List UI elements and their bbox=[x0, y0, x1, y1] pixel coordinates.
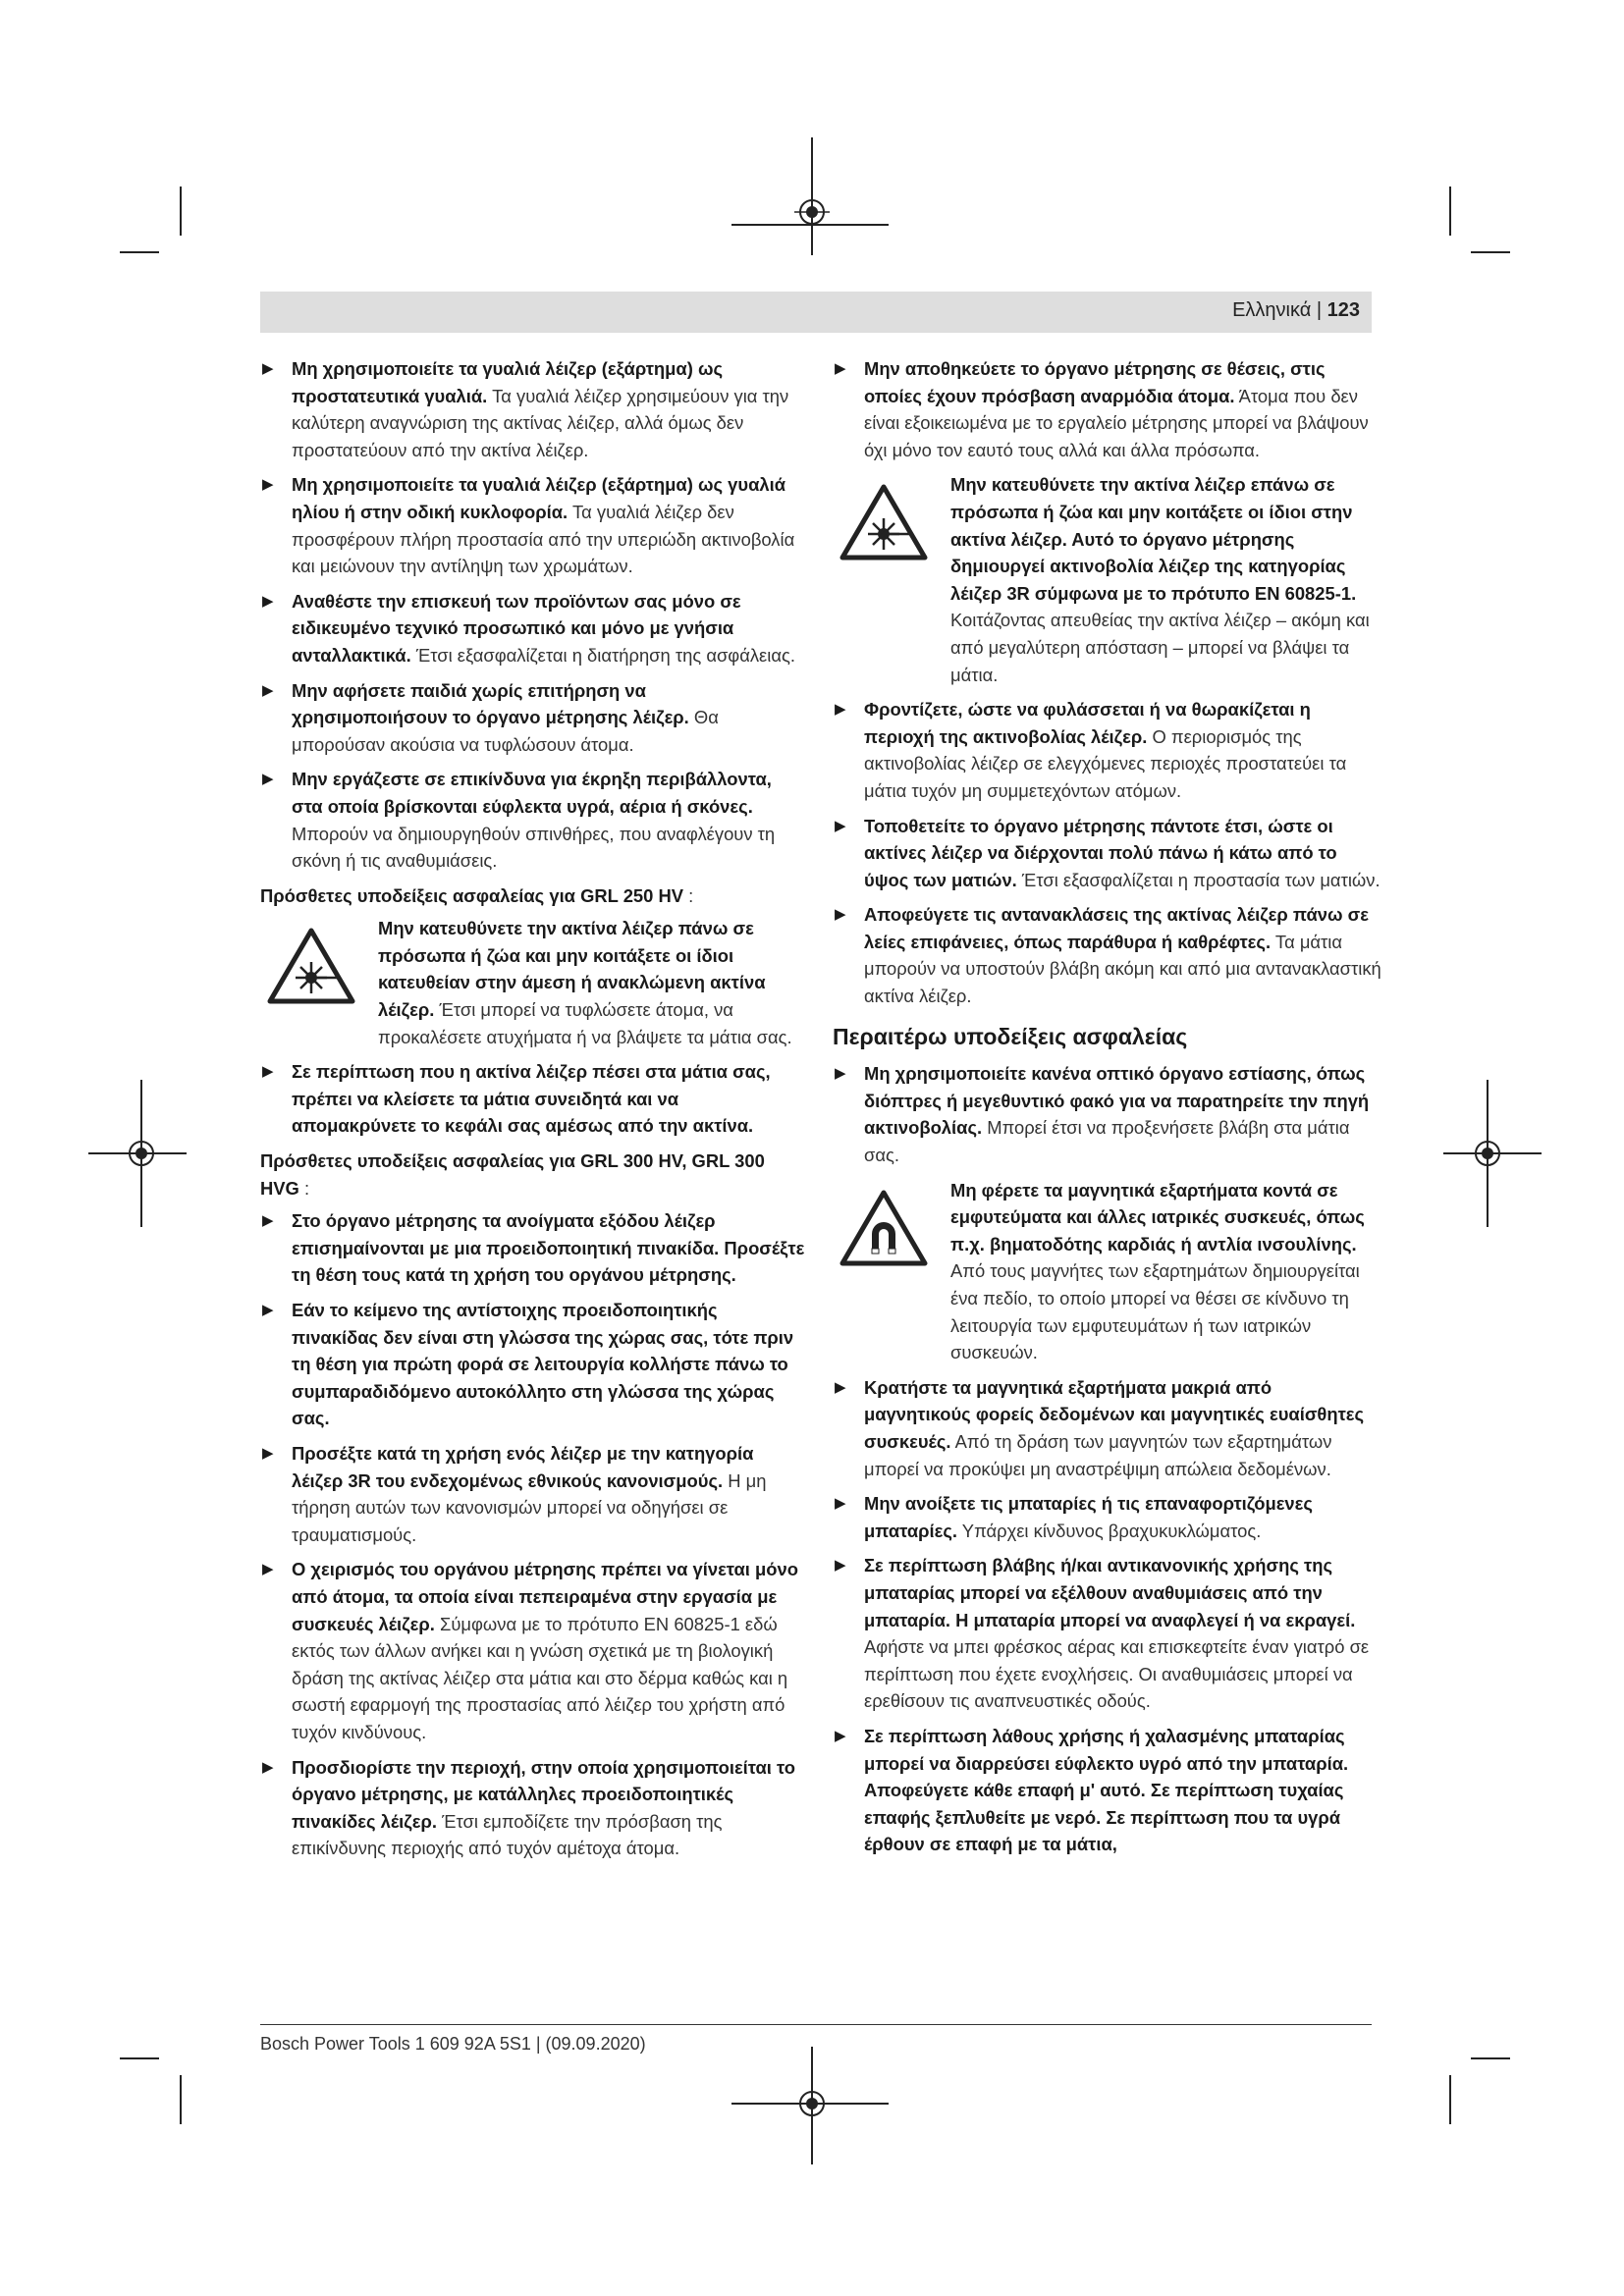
safety-item bbox=[833, 1374, 1382, 1482]
bullet-arrow-icon: ▶ bbox=[835, 817, 846, 834]
warning-text: Έτσι μπορεί να τυφλώσετε άτομα, να προκαλέσετε ατυχήματα ή να βλάψετε τα μάτια σας. bbox=[378, 999, 792, 1047]
bullet-arrow-icon: ▶ bbox=[262, 681, 274, 699]
item-text: Έτσι εξασφαλίζεται η προστασία των ματιών. bbox=[1021, 869, 1380, 890]
safety-item bbox=[260, 588, 806, 669]
crop-mark bbox=[1449, 2075, 1451, 2124]
laser-warning-icon bbox=[839, 483, 929, 561]
crop-mark bbox=[1471, 251, 1510, 253]
crop-mark bbox=[1449, 187, 1451, 236]
safety-item bbox=[833, 1723, 1382, 1858]
crop-mark bbox=[120, 251, 159, 253]
item-bold-text: Μη χρησιμοποιείτε κανένα οπτικό όργανο εστίασης, όπως διόπτρες ή μεγεθυντικό φακό για να παρατηρείτε την πηγή ακτινοβολίας. bbox=[864, 1063, 1370, 1139]
magnet-warning-block bbox=[833, 1177, 1382, 1366]
bullet-arrow-icon: ▶ bbox=[262, 360, 274, 377]
warning-text: Από τους μαγνήτες των εξαρτημάτων δημιουργείται ένα πεδίο, το οποίο μπορεί να θέσει σε κίνδυνο τη λειτουργία των εμφυτευμάτων ή των ιατρικών συσκευών. bbox=[950, 1260, 1360, 1363]
item-text: Αφήστε να μπει φρέσκος αέρας και επισκεφτείτε έναν γιατρό σε περίπτωση που έχετε ενοχλήσεις. Οι αναθυμιάσεις μπορεί να ερεθίσουν τις αναπνευστικές οδούς. bbox=[864, 1636, 1370, 1712]
safety-item bbox=[260, 677, 806, 759]
safety-item bbox=[260, 471, 806, 579]
item-bold-text: Προσδιορίστε την περιοχή, στην οποία χρησιμοποιείται το όργανο μέτρησης, με κατάλληλες προειδοποιητικές πινακίδες λέιζερ. bbox=[292, 1756, 795, 1832]
safety-item bbox=[833, 1490, 1382, 1544]
laser-warning-icon bbox=[266, 927, 356, 1005]
item-bold-text: Σε περίπτωση βλάβης ή/και αντικανονικής χρήσης της μπαταρίας μπορεί να εξέλθουν αναθυμιάσεις από την μπαταρία. Η μπαταρία μπορεί να αναφλεγεί ή να εκραγεί. bbox=[864, 1555, 1356, 1630]
safety-item bbox=[833, 1552, 1382, 1715]
page-header bbox=[260, 292, 1372, 333]
left-column bbox=[260, 355, 806, 1870]
item-text: Άτομα που δεν είναι εξοικειωμένα με το εργαλείο μέτρησης μπορεί να βλάψουν όχι μόνο τον εαυτό τους αλλά και άλλα πρόσωπα. bbox=[864, 385, 1369, 460]
registration-target-icon bbox=[794, 2086, 830, 2121]
header-language: Ελληνικά bbox=[1232, 299, 1312, 321]
safety-item bbox=[260, 1440, 806, 1548]
item-text: Από τη δράση των μαγνητών των εξαρτημάτων μπορεί να προκύψει μη αναστρέψιμη απώλεια δεδομένων. bbox=[864, 1430, 1332, 1479]
bullet-arrow-icon: ▶ bbox=[262, 592, 274, 610]
warning-bold-text: Μην κατευθύνετε την ακτίνα λέιζερ πάνω σε πρόσωπα ή ζώα και μην κοιτάξετε οι ίδιοι κατευθείαν στην άμεση ή ανακλώμενη ακτίνα λέιζερ. bbox=[378, 918, 766, 1021]
safety-item bbox=[833, 901, 1382, 1009]
right-column bbox=[833, 355, 1382, 1866]
item-bold-text: Μην αποθηκεύετε το όργανο μέτρησης σε θέσεις, στις οποίες έχουν πρόσβαση αναρμόδια άτομα. bbox=[864, 358, 1326, 406]
item-text: Ο περιορισμός της ακτινοβολίας λέιζερ σε ελεγχόμενες περιοχές προστατεύει τα μάτια τυχόν μη συμμετεχόντων ατόμων. bbox=[864, 725, 1347, 801]
header-text bbox=[1232, 299, 1360, 322]
header-separator: | bbox=[1316, 299, 1323, 321]
bullet-arrow-icon: ▶ bbox=[835, 1065, 846, 1083]
item-text: Έτσι εξασφαλίζεται η διατήρηση της ασφάλειας. bbox=[415, 644, 795, 666]
item-bold-text: Προσέξτε κατά τη χρήση ενός λέιζερ με την κατηγορία λέιζερ 3R του ενδεχομένως εθνικούς κανονισμούς. bbox=[292, 1442, 754, 1491]
item-bold-text: Μην αφήσετε παιδιά χωρίς επιτήρηση να χρησιμοποιήσουν το όργανο μέτρησης λέιζερ. bbox=[292, 679, 689, 728]
bullet-arrow-icon: ▶ bbox=[262, 1302, 274, 1318]
safety-item bbox=[260, 1556, 806, 1745]
laser-warning-block bbox=[260, 915, 806, 1050]
bullet-arrow-icon: ▶ bbox=[262, 1063, 274, 1081]
warning-bold-text: Μην κατευθύνετε την ακτίνα λέιζερ επάνω σε πρόσωπα ή ζώα και μην κοιτάξετε οι ίδιοι στην ακτίνα λέιζερ. Αυτό το όργανο μέτρησης δημιουργεί ακτινοβολία λέιζερ της κατηγορίας λέιζερ 3R σύμφωνα με το πρότυπο EN 60825-1. bbox=[950, 474, 1357, 604]
item-bold-text: Μη χρησιμοποιείτε τα γυαλιά λέιζερ (εξάρτημα) ως γυαλιά ηλίου ή στην οδική κυκλοφορία. bbox=[292, 474, 786, 522]
item-text: Έτσι εμποδίζετε την πρόσβαση της επικίνδυνης περιοχής από τυχόν αμέτοχα άτομα. bbox=[292, 1810, 723, 1859]
page-footer: Bosch Power Tools 1 609 92A 5S1 | (09.09.2020) bbox=[260, 2034, 646, 2054]
subheading-suffix: : bbox=[683, 884, 694, 906]
item-bold-text: Μη χρησιμοποιείτε τα γυαλιά λέιζερ (εξάρτημα) ως προστατευτικά γυαλιά. bbox=[292, 358, 724, 406]
item-bold-text: Αποφεύγετε τις αντανακλάσεις της ακτίνας λέιζερ πάνω σε λείες επιφάνειες, όπως παράθυρα ή καθρέφτες. bbox=[864, 904, 1369, 952]
crop-mark bbox=[1471, 2057, 1510, 2059]
item-text: Μπορούν να δημιουργηθούν σπινθήρες, που αναφλέγουν τη σκόνη ή τις αναθυμιάσεις. bbox=[292, 823, 776, 872]
safety-item bbox=[833, 696, 1382, 804]
subheading-grl250 bbox=[260, 882, 806, 910]
bullet-arrow-icon: ▶ bbox=[835, 906, 846, 924]
bullet-arrow-icon: ▶ bbox=[262, 1561, 274, 1578]
safety-item bbox=[833, 355, 1382, 463]
subheading-grl300 bbox=[260, 1148, 806, 1201]
bullet-arrow-icon: ▶ bbox=[835, 1378, 846, 1396]
item-bold-text: Στο όργανο μέτρησης τα ανοίγματα εξόδου λέιζερ επισημαίνονται με μια προειδοποιητική πινακίδα. Προσέξτε τη θέση τους κατά τη χρήση του οργάνου μέτρησης. bbox=[292, 1210, 805, 1286]
subheading-suffix: : bbox=[298, 1177, 310, 1199]
safety-item bbox=[260, 1058, 806, 1140]
item-text: Σύμφωνα με το πρότυπο EN 60825-1 εδώ εκτός των άλλων ανήκει και η γνώση σχετικά με τη βιολογική δράση της ακτίνας λέιζερ στα μάτια και στο δέρμα καθώς και η σωστή εφαρμογή της προστασίας από λέιζερ του χρήστη από τυχόν κινδύνους. bbox=[292, 1613, 788, 1742]
item-text: Τα γυαλιά λέιζερ δεν προσφέρουν πλήρη προστασία από την υπεριώδη ακτινοβολία και μειώνουν την αντίληψη των χρωμάτων. bbox=[292, 501, 795, 577]
footer-rule bbox=[260, 2024, 1372, 2025]
section-title: Περαιτέρω υποδείξεις ασφαλείας bbox=[833, 1023, 1188, 1049]
item-bold-text: Μην ανοίξετε τις μπαταρίες ή τις επαναφορτιζόμενες μπαταρίες. bbox=[864, 1493, 1313, 1541]
bullet-arrow-icon: ▶ bbox=[835, 1557, 846, 1575]
safety-item bbox=[260, 766, 806, 874]
safety-item bbox=[833, 813, 1382, 894]
item-text: Η μη τήρηση αυτών των κανονισμών μπορεί να οδηγήσει σε τραυματισμούς. bbox=[292, 1469, 767, 1545]
item-bold-text: Σε περίπτωση που η ακτίνα λέιζερ πέσει στα μάτια σας, πρέπει να κλείσετε τα μάτια συνειδητά και να απομακρύνετε το κεφάλι σας αμέσως από την ακτίνα. bbox=[292, 1061, 771, 1137]
subheading-text: Πρόσθετες υποδείξεις ασφαλείας για GRL 300 HV, GRL 300 HVG bbox=[260, 1150, 765, 1199]
bullet-arrow-icon: ▶ bbox=[262, 1212, 274, 1230]
bullet-arrow-icon: ▶ bbox=[835, 1727, 846, 1744]
bullet-arrow-icon: ▶ bbox=[835, 701, 846, 719]
item-bold-text: Αναθέστε την επισκευή των προϊόντων σας μόνο σε ειδικευμένο τεχνικό προσωπικό και μόνο με γνήσια ανταλλακτικά. bbox=[292, 590, 741, 666]
registration-target-icon bbox=[124, 1136, 159, 1171]
subheading-text: Πρόσθετες υποδείξεις ασφαλείας για GRL 250 HV bbox=[260, 884, 684, 906]
item-text: Υπάρχει κίνδυνος βραχυκυκλώματος. bbox=[961, 1520, 1262, 1541]
item-bold-text: Κρατήστε τα μαγνητικά εξαρτήματα μακριά από μαγνητικούς φορείς δεδομένων και μαγνητικές ευαίσθητες συσκευές. bbox=[864, 1376, 1365, 1452]
bullet-arrow-icon: ▶ bbox=[835, 1495, 846, 1513]
item-text: Τα γυαλιά λέιζερ χρησιμεύουν για την καλύτερη αναγνώριση της ακτίνας λέιζερ, αλλά όμως δεν προστατεύουν από την ακτίνα λέιζερ. bbox=[292, 385, 789, 460]
item-bold-text: Σε περίπτωση λάθους χρήσης ή χαλασμένης μπαταρίας μπορεί να διαρρεύσει εύφλεκτο υγρό από την μπαταρία. Αποφεύγετε κάθε επαφή μ' αυτό. Σε περίπτωση τυχαίας επαφής ξεπλυθείτε με νερό. Σε περίπτωση που τα υγρά έρθουν σε επαφή με τα μάτια, bbox=[864, 1725, 1349, 1855]
registration-target-icon bbox=[794, 194, 830, 230]
item-bold-text: Φροντίζετε, ώστε να φυλάσσεται ή να θωρακίζεται η περιοχή της ακτινοβολίας λέιζερ. bbox=[864, 699, 1311, 747]
item-text: Θα μπορούσαν ακούσια να τυφλώσουν άτομα. bbox=[292, 707, 719, 755]
safety-item bbox=[260, 1207, 806, 1289]
item-bold-text: Ο χειρισμός του οργάνου μέτρησης πρέπει να γίνεται μόνο από άτομα, τα οποία είναι πεπειραμένα στην εργασία με συσκευές λέιζερ. bbox=[292, 1559, 798, 1634]
safety-item bbox=[260, 1754, 806, 1862]
registration-target-icon bbox=[1470, 1136, 1505, 1171]
safety-item bbox=[260, 1297, 806, 1432]
item-bold-text: Τοποθετείτε το όργανο μέτρησης πάντοτε έτσι, ώστε οι ακτίνες λέιζερ να διέρχονται πολύ πάνω ή κάτω από το ύψος των ματιών. bbox=[864, 815, 1337, 890]
item-text: Τα μάτια μπορούν να υποστούν βλάβη ακόμη και από μια αντανακλαστική ακτίνα λέιζερ. bbox=[864, 931, 1381, 1007]
magnet-warning-icon bbox=[839, 1189, 929, 1267]
warning-bold-text: Μη φέρετε τα μαγνητικά εξαρτήματα κοντά σε εμφυτεύματα και άλλες ιατρικές συσκευές, όπως π.χ. βηματοδότης καρδιάς ή αντλία ινσουλίνης. bbox=[950, 1179, 1365, 1255]
laser-warning-block bbox=[833, 471, 1382, 688]
bullet-arrow-icon: ▶ bbox=[262, 771, 274, 788]
bullet-arrow-icon: ▶ bbox=[262, 1444, 274, 1462]
page-number: 123 bbox=[1326, 299, 1360, 321]
safety-item bbox=[260, 355, 806, 463]
item-bold-text: Μην εργάζεστε σε επικίνδυνα για έκρηξη περιβάλλοντα, στα οποία βρίσκονται εύφλεκτα υγρά, αέρια ή σκόνες. bbox=[292, 769, 772, 817]
crop-mark bbox=[120, 2057, 159, 2059]
bullet-arrow-icon: ▶ bbox=[835, 360, 846, 377]
crop-mark bbox=[180, 187, 182, 236]
crop-mark bbox=[180, 2075, 182, 2124]
item-bold-text: Εάν το κείμενο της αντίστοιχης προειδοποιητικής πινακίδας δεν είναι στη γλώσσα της χώρας σας, τότε πριν τη θέση για πρώτη φορά σε λειτουργία κολλήστε πάνω το συμπαραδιδόμενο αυτοκόλλητο στη γλώσσα της χώρας σας. bbox=[292, 1300, 794, 1429]
warning-text: Κοιτάζοντας απευθείας την ακτίνα λέιζερ – ακόμη και από μεγαλύτερη απόσταση – μπορεί να βλάψει τα μάτια. bbox=[950, 610, 1370, 685]
bullet-arrow-icon: ▶ bbox=[262, 476, 274, 494]
item-text: Μπορεί έτσι να προξενήσετε βλάβη στα μάτια σας. bbox=[864, 1117, 1350, 1166]
safety-item bbox=[833, 1060, 1382, 1168]
bullet-arrow-icon: ▶ bbox=[262, 1758, 274, 1776]
